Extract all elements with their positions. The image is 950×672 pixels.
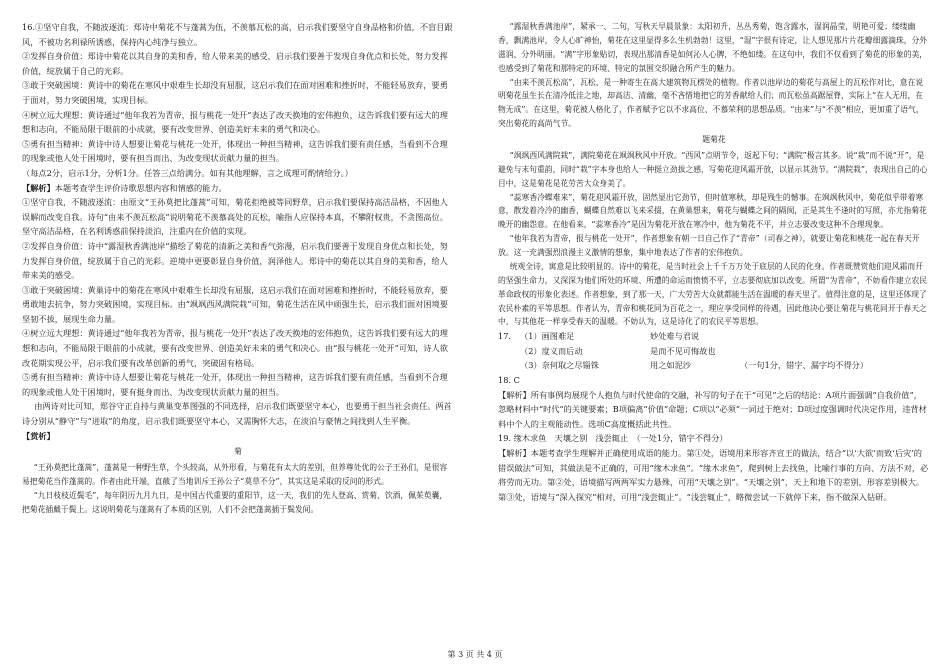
q19-answer: 19. 缘木求鱼 天壤之别 浅尝辄止 （一处1分，错字不得分） [498,433,728,444]
q17-1-b: 妙处难与君说 [650,331,700,342]
poem2-title: 题菊花 [702,135,726,144]
q16-point-5: ⑤勇有担当精神：黄诗中诗人想要让菊花与桃花一处开，体现出一种担当精神，这告诉我们要有责任感，当看到不合理的现象或他人处于困境时，要有担当而出、为改变现状贡献力量的担当。 [22,138,448,164]
poem2-para-2: “蕊寒香冷蝶难来”，菊花迎风霜开放，固然显出它劲节，但时值寒秋，却是残生的憾事。在飒飒秋风中，菊花似乎带着寒意，散发着冷冷的幽香，蝴蝶自然难以飞来采掇，在黄巢想来，菊花与蝴蝶之间的隔阂，正是其生不逢时的写照，亦尤指菊花晚开的幽怨意。在他看来，“蕊寒香冷”是因为菊花开放在寒冷中，他为菊花不平，并立志要改变这种不合理现象。 [498,192,927,230]
analysis-point-4: ④树立远大理想：黄诗通过“他年我若为青帝，报与桃花一处开”表达了改天换地的宏伟抱负，这告诉我们要有远大的理想和志向，不能局限于眼前的小成就，要有改变世界、创造美好未来的勇气和决心。由“报与桃花一处开”可知，诗人欲改花期实现公平，启示我们要有改革创新的勇气，突破固有格局。 [22,328,448,368]
appreciation-para-2: “九日枝枝近鬓毛”，每年阴历九月九日，是中国古代重要的重阳节，这一天，我们的先人登高、赏菊、饮酒，佩茱萸囊，把菊花插戴于鬓上。这说明菊花与蓬蒿有了本质的区别，人们不会把蓬蒿插于鬓发间。 [22,490,448,514]
q17-2-b: 是而不见可悔故也 [650,345,716,356]
q17-row-3 [498,358,930,373]
appreciation-para-4: “由来不羡瓦松高”，瓦松，是一种寄生在高大建筑物瓦楞处的植物。作者以池岸边的菊花与高屋上的瓦松作对比，意在说明菊花虽生长在清冷低洼之地，却高洁、清幽，毫不吝惜地把它的芳香献给人们；而瓦松虽高踞屋脊，实际上“在人无用，在物无成”。在这里，菊花被人格化了，作者赋予它以不求高位、不慕荣利的思想品质。“由来”与“不羡”相应，更加重了语气，突出菊花的高尚气节。 [498,77,924,129]
q16-point-3: ③敢于突破困境：黄诗中的菊花在寒风中艰难生长却没有屈服，这启示我们在面对困难和挫折时，不能轻易放弃，要勇于面对，努力突破困境，实现目标。 [22,80,448,105]
q19-analysis: 【解析】本题考查学生理解并正确使用成语的能力。第①处，语境用来形容齐宣王的做法，结合“以‘大欲’而致‘后灾’的错误做法”可知，其做法是不正确的，可用“缘木求鱼”。“缘木求鱼”，爬到树上去找鱼，比喻行事的方向、方法不对，必将劳而无功。第②处，语境描写两两军实力悬殊，可用“天壤之别”。“天壤之别”，天上和地下的差别，形容差别极大。第③处，语境与“深入探究”相对，可用“浅尝辄止”。“浅尝辄止”，略微尝试一下就停下来，指不做深入钻研。 [498,448,929,502]
q17-row-1 [498,329,930,344]
q16-point-1: 16.①坚守自我，不随波逐流：郑诗中菊花不与蓬蒿为伍，不羡慕瓦松的高，启示我们要坚守自身品格和价值，不盲目跟风，不被功名利禄所诱惑，保持内心纯净与独立。 [22,22,453,47]
appreciation-head: 【赏析】 [22,430,55,441]
q17-3-note: （一句1分，错字、漏字均不得分） [740,360,869,371]
analysis-point-5: ⑤勇有担当精神：黄诗中诗人想要让菊花与桃花一处开，体现出一种担当精神，这告诉我们要有责任感，当看到不合理的现象或他人处于困境时，要有挺身而出、为改变现状贡献力量的担当。 [22,372,448,397]
right-column [498,20,930,624]
q17-1-a: （1）画图难足 [520,331,575,342]
appreciation-para-1: “王孙莫把比蓬蒿”，蓬蒿是一种野生草，个头较高，从外形看，与菊花有太大的差别，但养尊处优的公子王孙们，是很容易把菊花当作蓬蒿的。作者由此开端，直截了当地训斥王孙公子“莫草不分”，其实这是采取的反问的形式。 [22,463,448,486]
poem2-para-1: “飒飒西风满院栽”，满院菊花在飒飒秋风中开放。“西风”点明节令，返起下句；“满院”极言其多。说“栽”而不说“开”，是避免与末句重韵，同时“栽”字本身也给人一种挺立劲拔之感，写菊花迎风霜开放，以显示其劲节。“满院栽”，表现出自己的心目中，这是菊花是花劳苦大众身美了。 [498,150,928,188]
q16-point-4: ④树立远大理想：黄诗通过“他年我若为青帝，报与桃花一处开”表达了改天换地的宏伟抱负，这告诉我们要有远大的理想和志向，不能局限于眼前的小成就，要有改变世界、创造美好未来的勇气和决心。 [22,109,448,135]
poem2-para-3: “他年我若为青帝，报与桃花一处开”，作者想象有朝一日自己作了“青帝”（司春之神），就要让菊花和桃花一起在春天开放。这一充满强烈浪漫主义激情的想象，集中地表达了作者的宏伟抱负。 [498,234,920,257]
appreciation-para-3: “露湿秋香满池岸”，紧承一、二句，写秋天早晨景象：太阳初升，丛丛秀菊，饱含露水，湿润晶莹，明艳可爱；缕缕幽香，飘满池岸，令人心旷神怡，菊花在这里显得多么生机勃勃！这里，“湿”字很有诗定，让人想见那片片花瓣细露滴珠，分外滋润，分外明丽。“满”字形象贴切，表现出那清香是如何沁人心脾，不绝如缕。在这句中，我们不仅看到了菊花的形象的美，也感受到了菊花和那特定的环境、特定的氛围交织融合所产生的魅力。 [498,22,928,73]
q17-label: 17. [498,331,512,342]
q16-point-2: ②发挥自身价值：郑诗中菊花以其自身的美和香，给人带来美的感受，启示我们要善于发现自身优点和长处，努力发挥价值，绽放属于自己的光彩。 [22,51,448,76]
analysis-intro [22,181,454,196]
analysis-head: 【解析】 [22,182,55,193]
poem-title: 菊 [234,447,242,457]
q17-2-a: （2）度义而后动 [520,345,583,356]
analysis-summary: 由两诗对比可知，郑谷守正自持与黄巢变革图强的不同选择，启示我们既要坚守本心，也要勇于担当社会责任。两首诗分别从“静守”与“进取”的角度，启示我们既要坚守本心，又需胸怀大志，在淡泊与豪情之间找到人生平衡。 [22,401,452,427]
q18-answer: 18. C [498,375,520,386]
left-column [22,20,454,612]
analysis-point-1: ①坚守自我，不随波逐流：由原文“王孙莫把比蓬蒿”可知，菊花拒绝被等同野草，启示我们要保持高洁品格，不因他人误解而改变自我。诗句“由来不羡瓦松高”说明菊花不羡慕高处的瓦松，喻指人应保持本真，不攀附权贵，不贪图高位。坚守高洁品格，在名利诱惑前保持淡泊，注重内在价值的实现。 [22,197,448,237]
page-footer: 第 3 页 共 4 页 [447,650,503,659]
q17-row-2 [498,344,930,359]
q17-3-b: 用之如泥沙 [650,360,691,371]
analysis-point-2: ②发挥自身价值：诗中“露湿秋香满池岸”描绘了菊花的清新之美和香气弥漫，启示我们要善于发现自身优点和长处，努力发挥自身价值，绽放属于自己的光彩。逆境中更要彰显自身价值，润泽他人。郑诗中的菊花以其自身的美和香，给人带来美的感受。 [22,240,448,281]
q18-analysis: 【解析】所有事例均展现个人抱负与时代使命的交融，补写的句子在于“可见”之后的结论：A项片面强调“自我价值”，忽略材料中“时代”的关键要素；B项偏离“价值”命题；C项以“必须”一词过于绝对；D项过度强调时代决定作用，违背材料中个人的主观能动性。选项C高度概括此共性。 [498,389,927,429]
q17-3-a: （3）奈何取之尽锱铢 [520,360,599,371]
q16-scoring: （每点2分，启示1分，分析1分。任答三点给满分。如有其他理解，言之成理可酌情给分。） [22,167,353,178]
analysis-point-3: ③敢于突破困境：黄巢诗中的菊花在寒风中艰难生长却没有屈服，这启示我们在面对困难和挫折时，不能轻易放弃，要勇敢地去抗争，努力突破困境，实现目标。由“飒飒西风满院栽”可知，菊花生活在风中顽强生长，启示我们面对困境要坚韧不拔，展现生命力量。 [22,284,448,324]
analysis-intro-text: 本题考查学生评价诗歌思想内容和情感的能力。 [54,182,227,193]
poem2-para-4: 统观全诗，寓意是比较明显的。诗中的菊花，是当时社会上千千万万处于底层的人民的化身。作者既赞赏他们迎风霜而开的坚强生命力，又深深为他们所处的环境、所遭的命运而愤愤不平，立志要彻底加以改变。所谓“为青帝”，不妨看作建立农民革命政权的形象化表述。作者想象，到了那一天，广大劳苦大众就都能生活在温暖的春天里了。值得注意的是，这里还体现了农民朴素的平等思想。作者认为，青帝和桃花同为百花之一，理应享受同样的待遇，因此他决心要让菊花与桃花同开于春天之中，与其他花一样享受春天的温暖。不妨认为，这是诗化了的农民平等思想。 [498,261,928,327]
